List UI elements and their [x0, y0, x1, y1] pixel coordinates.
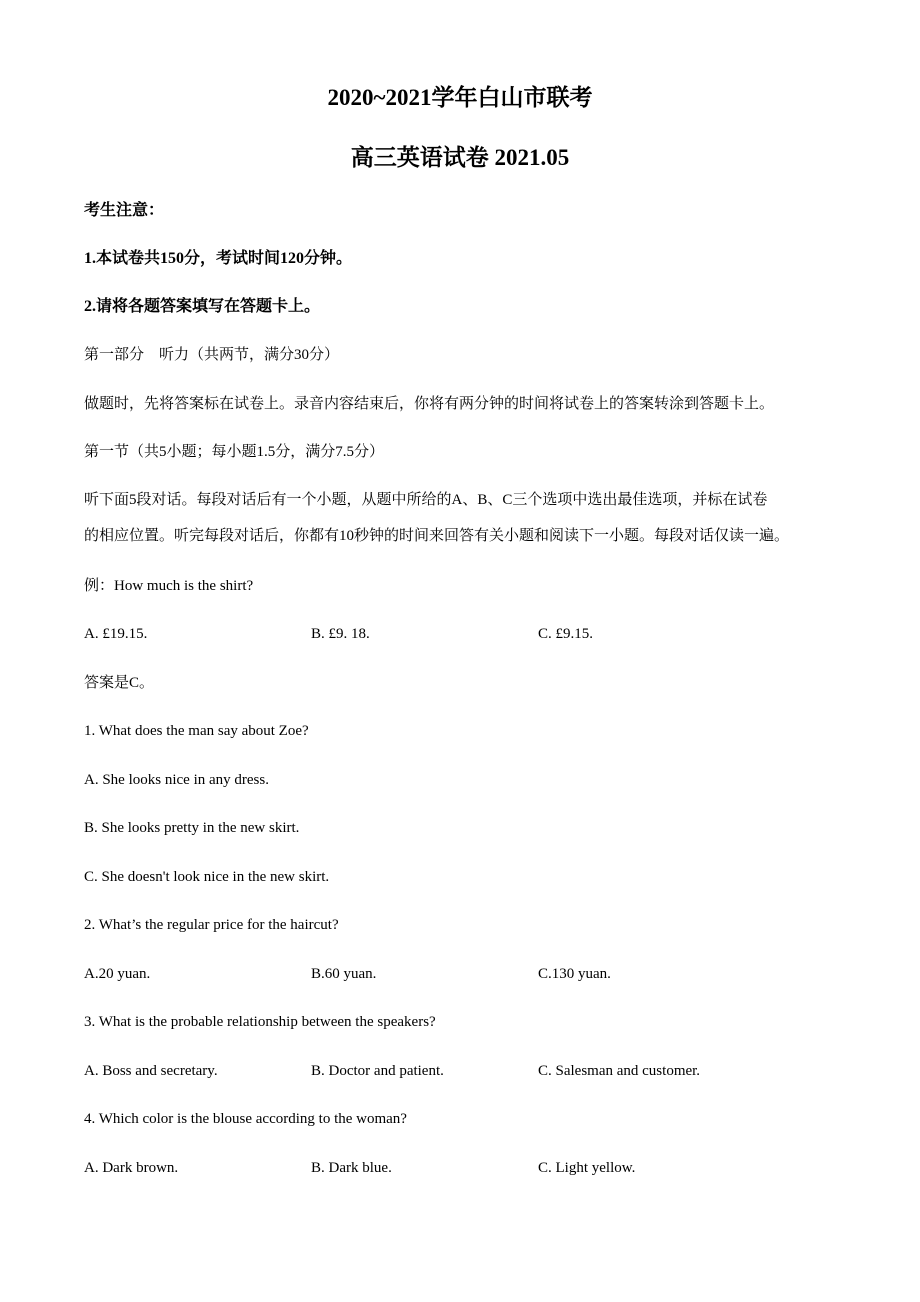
question-1-option-c: C. She doesn't look nice in the new skirt. [84, 869, 330, 885]
question-3-stem: 3. What is the probable relationship between the speakers? [84, 1014, 436, 1030]
section-heading: 第一节（共5小题；每小题1.5分，满分7.5分） [84, 444, 385, 460]
part-heading: 第一部分 听力（共两节，满分30分） [84, 347, 340, 363]
question-2-option-a: A.20 yuan. [84, 966, 151, 982]
part-instruction: 做题时，先将答案标在试卷上。录音内容结束后，你将有两分钟的时间将试卷上的答案转涂到答题卡上。 [84, 396, 775, 412]
example-question: 例：How much is the shirt? [84, 578, 254, 594]
directions-line-2: 的相应位置。听完每段对话后，你都有10秒钟的时间来回答有关小题和阅读下一小题。每段对话仅读一遍。 [84, 528, 790, 544]
question-4-option-a: A. Dark brown. [84, 1160, 179, 1176]
notice-item-1: 1.本试卷共150分，考试时间120分钟。 [84, 250, 353, 267]
exam-subtitle: 高三英语试卷 2021.05 [350, 145, 570, 170]
question-2-stem: 2. What’s the regular price for the haircut? [84, 917, 339, 933]
question-4-stem: 4. Which color is the blouse according to the woman? [84, 1111, 407, 1127]
question-4-option-b: B. Dark blue. [311, 1160, 392, 1176]
question-1-stem: 1. What does the man say about Zoe? [84, 723, 309, 739]
notice-heading: 考生注意： [84, 202, 165, 219]
directions-line-1: 听下面5段对话。每段对话后有一个小题，从题中所给的A、B、C三个选项中选出最佳选项，并标在试卷 [84, 492, 768, 508]
question-1-option-a: A. She looks nice in any dress. [84, 772, 269, 788]
question-2-option-c: C.130 yuan. [538, 966, 611, 982]
exam-title: 2020~2021学年白山市联考 [327, 85, 593, 110]
question-3-option-c: C. Salesman and customer. [538, 1063, 701, 1079]
question-2-option-b: B.60 yuan. [311, 966, 377, 982]
question-3-option-b: B. Doctor and patient. [311, 1063, 444, 1079]
example-option-a: A. £19.15. [84, 626, 148, 642]
example-option-b: B. £9. 18. [311, 626, 370, 642]
example-option-c: C. £9.15. [538, 626, 594, 642]
question-3-option-a: A. Boss and secretary. [84, 1063, 218, 1079]
question-1-option-b: B. She looks pretty in the new skirt. [84, 820, 300, 836]
question-4-option-c: C. Light yellow. [538, 1160, 636, 1176]
notice-item-2: 2.请将各题答案填写在答题卡上。 [84, 298, 321, 315]
example-answer: 答案是C。 [84, 675, 155, 691]
